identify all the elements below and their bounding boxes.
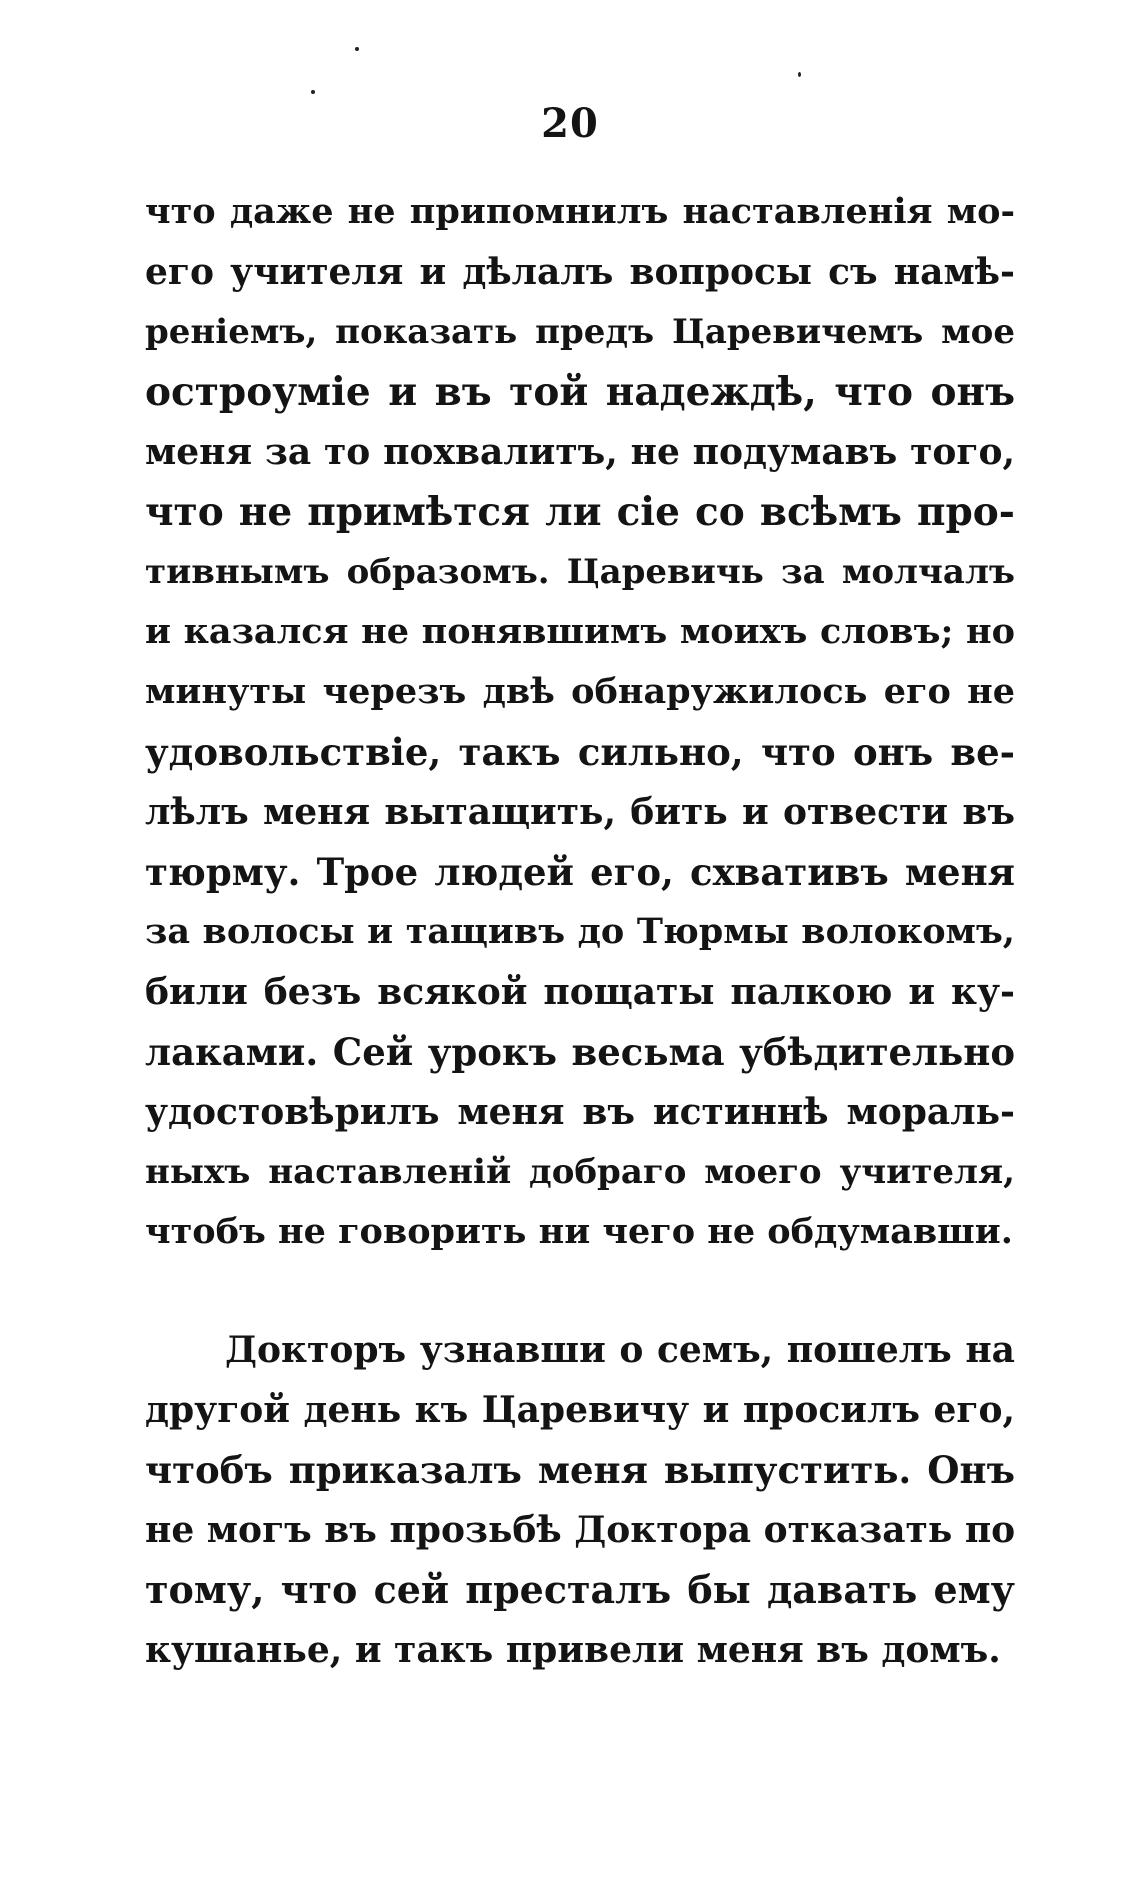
paragraph-2 [145,1320,1015,1680]
text-line: чтобъ приказалъ меня выпустить. Онъ [145,1448,1015,1492]
text-line: за волосы и тащивъ до Тюрмы волокомъ, [145,911,1015,952]
text-line: его учителя и дѣлалъ вопросы съ намѣ- [145,251,1015,293]
text-line: удовольствіе, такъ сильно, что онъ ве- [145,730,1015,774]
text-line: били безъ всякой пощаты палкою и ку- [145,971,1015,1013]
text-line: ныхъ наставленій добраго моего учителя, [145,1152,1015,1192]
text-line: и казался не понявшимъ моихъ словъ; но [145,611,1015,652]
text-line: удостовѣрилъ меня въ истиннѣ мораль- [145,1091,1015,1133]
text-line: чтобъ не говорить ни чего не обдумавши. [145,1211,1013,1252]
text-line: Докторъ узнавши о семъ, пошелъ на [225,1329,1015,1371]
print-speck [798,72,801,77]
paragraph-1 [145,182,1015,1262]
print-speck [311,90,315,94]
text-line: лаками. Сей урокъ весьма убѣдительно [145,1030,1015,1074]
text-line: минуты черезъ двѣ обнаружилось его не [145,671,1015,712]
text-line: что даже не припомнилъ наставленія мо- [145,191,1015,232]
text-line: лѣлъ меня вытащить, бить и отвести въ [145,791,1015,833]
page-number: 20 [541,100,599,147]
text-line: меня за то похвалитъ, не подумавъ того, [145,431,1015,473]
text-line: кушанье, и такъ привели меня въ домъ. [145,1629,1001,1671]
text-line: не могъ въ прозьбѣ Доктора отказать по [145,1509,1016,1551]
text-line: тому, что сей престалъ бы давать ему [145,1567,1015,1612]
text-line: тюрму. Трое людей его, схвативъ меня [145,850,1015,894]
print-speck [355,47,359,51]
text-line: другой день къ Царевичу и просилъ его, [145,1389,1015,1431]
text-line: тивнымъ образомъ. Царевичь за молчалъ [145,552,1015,592]
text-line: остроуміе и въ той надеждѣ, что онъ [145,369,1015,415]
text-line: реніемъ, показать предъ Царевичемъ мое [145,312,1015,352]
text-line: что не примѣтся ли сіе со всѣмъ про- [145,489,1015,535]
